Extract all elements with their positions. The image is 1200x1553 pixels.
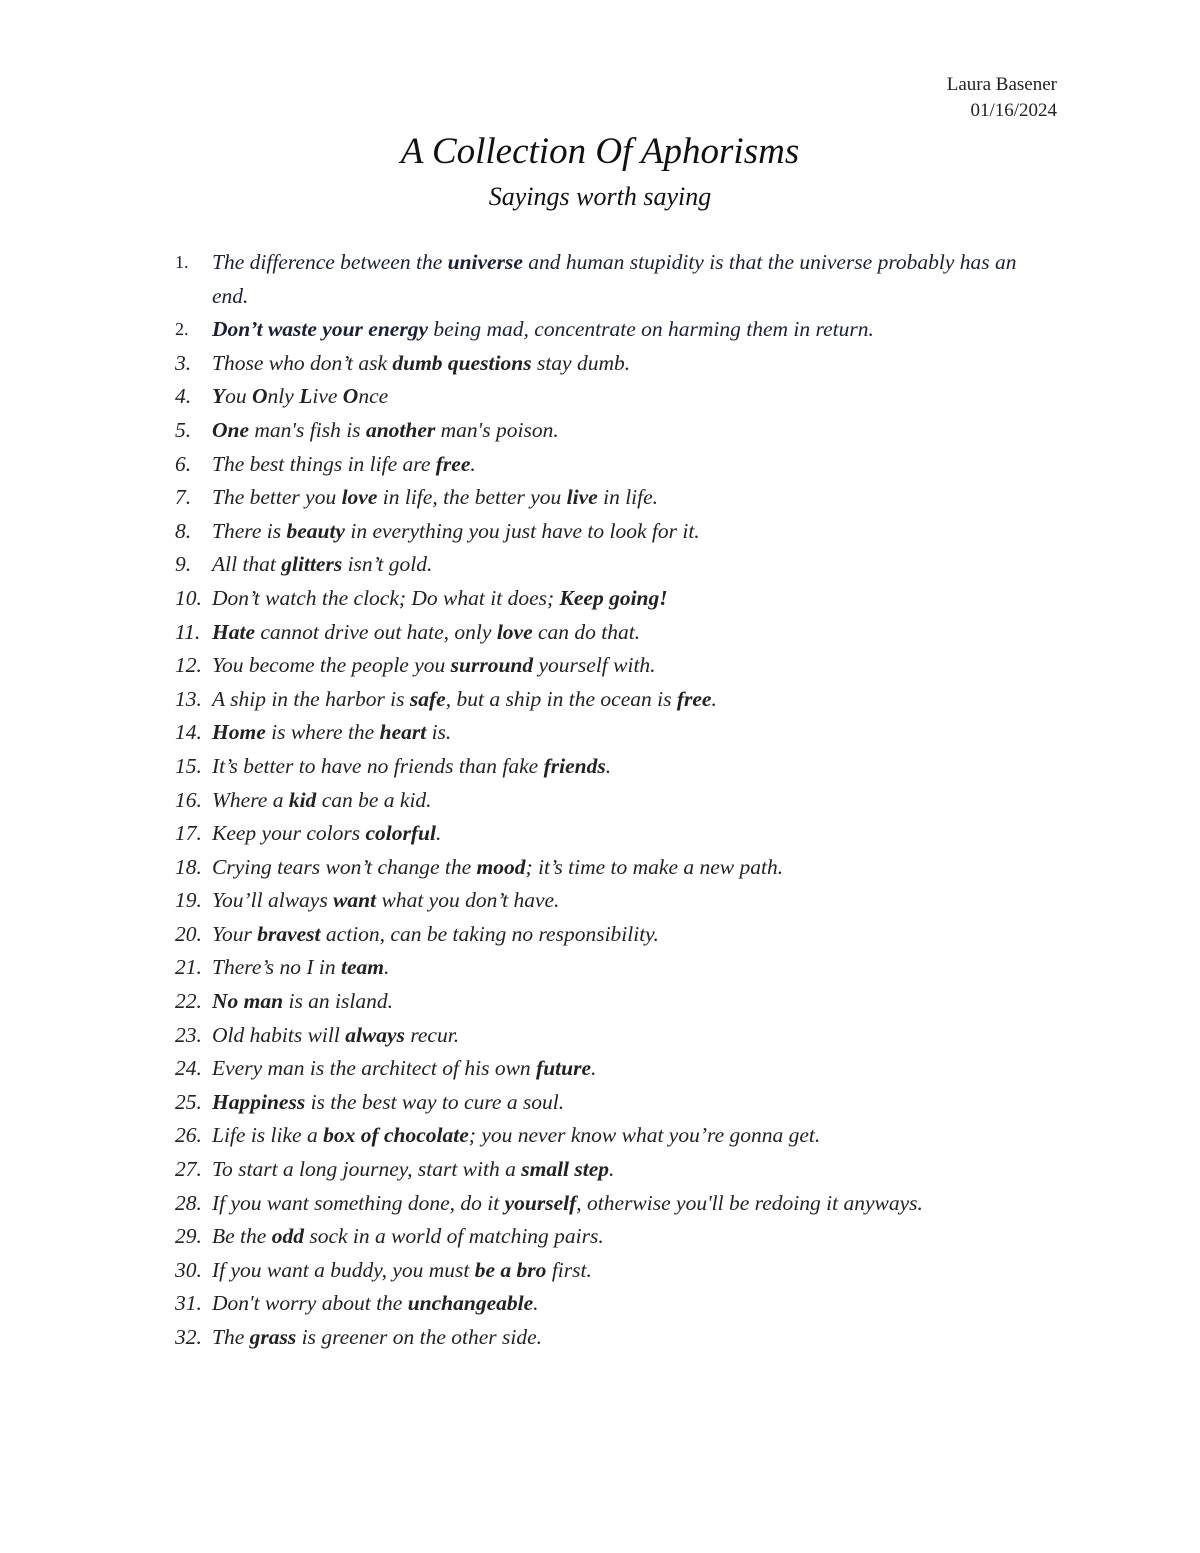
text-segment: ive (312, 384, 343, 409)
emphasized-word: Keep going! (559, 585, 668, 610)
emphasized-word: love (496, 619, 533, 644)
text-segment: You become the people you (212, 653, 451, 678)
aphorism-number: 9. (175, 552, 192, 577)
aphorism-text (212, 720, 451, 744)
text-segment: If you want something done, do it (212, 1190, 505, 1215)
aphorism-text (212, 1090, 564, 1114)
aphorism-item (175, 1119, 1035, 1153)
aphorism-number: 29. (175, 1224, 202, 1249)
text-segment: in life. (597, 485, 659, 510)
emphasized-word: odd (271, 1224, 304, 1249)
aphorism-number: 16. (175, 787, 202, 812)
aphorism-item (175, 1052, 1035, 1086)
document-subtitle: Sayings worth saying (488, 182, 712, 211)
aphorism-item (175, 616, 1035, 650)
aphorism-text (212, 384, 388, 408)
aphorism-item (175, 1287, 1035, 1321)
aphorism-number: 30. (175, 1257, 202, 1282)
text-segment: The best things in life are (212, 451, 436, 476)
emphasized-word: box of chocolate (323, 1123, 469, 1148)
text-segment: sock in a world of matching pairs. (303, 1224, 604, 1249)
aphorism-text (212, 687, 717, 711)
aphorism-item (175, 1019, 1035, 1053)
aphorism-item (175, 1321, 1035, 1355)
text-segment: recur. (404, 1022, 460, 1047)
aphorism-text (212, 821, 441, 845)
text-segment: ; it’s time to make a new path. (525, 854, 784, 879)
text-segment: , but a ship in the ocean is (445, 686, 677, 711)
text-segment: Keep your colors (212, 821, 366, 846)
aphorism-text (212, 754, 611, 778)
text-segment: in everything you just have to look for it. (344, 518, 700, 543)
emphasized-word: heart (379, 720, 427, 745)
text-segment: . (609, 1157, 615, 1182)
text-segment: Where a (212, 787, 289, 812)
text-segment: The difference between the (212, 250, 448, 274)
text-segment: . (711, 686, 717, 711)
emphasized-word: another (365, 417, 436, 442)
aphorism-item (175, 683, 1035, 717)
aphorism-number: 32. (175, 1325, 202, 1349)
text-segment: . (605, 753, 612, 778)
aphorism-text (212, 485, 658, 509)
aphorism-text (212, 586, 668, 610)
text-segment: Those who don’t ask (212, 350, 393, 375)
emphasized-word: unchangeable (407, 1291, 534, 1316)
emphasized-word: Home (212, 720, 266, 745)
aphorism-text (212, 1157, 614, 1181)
text-segment: is an island. (283, 989, 393, 1014)
aphorism-item (175, 716, 1035, 750)
aphorism-item (175, 784, 1035, 818)
aphorism-item (175, 548, 1035, 582)
text-segment: . (384, 955, 390, 980)
aphorism-item (175, 1220, 1035, 1254)
aphorism-text (212, 519, 700, 543)
aphorism-number: 19. (175, 888, 202, 913)
text-segment: Old habits will (212, 1022, 346, 1047)
aphorism-item (175, 1187, 1035, 1221)
aphorism-item (175, 347, 1035, 381)
text-segment: being mad, concentrate on harming them in return. (428, 317, 874, 342)
text-segment: If you want a buddy, you must (212, 1257, 475, 1282)
aphorism-item (175, 380, 1035, 414)
text-segment: nce (358, 384, 389, 409)
emphasized-word: love (341, 485, 378, 510)
text-segment: Don't worry about the (212, 1291, 408, 1316)
emphasized-word: yourself (504, 1190, 577, 1215)
aphorism-text (212, 653, 656, 677)
emphasized-word: universe (447, 250, 523, 274)
text-segment: yourself with. (533, 653, 656, 678)
aphorism-text (212, 317, 874, 341)
aphorism-number: 4. (175, 384, 192, 409)
emphasized-word: be a bro (474, 1257, 547, 1282)
emphasized-word: O (252, 384, 268, 409)
aphorism-text (212, 1258, 592, 1282)
aphorism-text (212, 418, 559, 442)
aphorism-text (212, 1325, 542, 1349)
aphorism-item (175, 1254, 1035, 1288)
emphasized-word: No man (212, 989, 284, 1014)
emphasized-word: grass (249, 1325, 297, 1349)
text-segment: is. (426, 720, 452, 745)
aphorism-number: 25. (175, 1089, 202, 1114)
aphorism-text (212, 1023, 459, 1047)
document-title: A Collection Of Aphorisms (400, 131, 800, 172)
aphorism-number: 17. (175, 821, 202, 846)
aphorism-text (212, 1056, 596, 1080)
aphorism-number: 24. (175, 1056, 202, 1081)
aphorism-item (175, 985, 1035, 1019)
aphorism-number: 2. (175, 319, 189, 340)
emphasized-word: kid (288, 787, 317, 812)
text-segment: Every man is the architect of his own (212, 1056, 537, 1081)
text-segment: is greener on the other side. (296, 1325, 543, 1349)
aphorism-text (212, 250, 1017, 308)
text-segment: Life is like a (212, 1123, 324, 1148)
emphasized-word: dumb questions (392, 350, 532, 375)
aphorism-number: 27. (175, 1157, 202, 1182)
text-segment: isn’t gold. (342, 552, 433, 577)
emphasized-word: Hate (212, 619, 255, 644)
text-segment: The (212, 1325, 250, 1349)
aphorism-item (175, 884, 1035, 918)
text-segment: ou (225, 384, 253, 409)
aphorism-number: 15. (175, 753, 202, 778)
aphorism-number: 10. (175, 585, 202, 610)
aphorism-text (212, 922, 659, 946)
emphasized-word: free (676, 686, 712, 711)
emphasized-word: mood (476, 854, 526, 879)
text-segment: . (435, 821, 442, 846)
aphorism-number: 28. (175, 1190, 202, 1215)
emphasized-word: safe (409, 686, 446, 711)
aphorism-text (212, 855, 783, 879)
text-segment: is the best way to cure a soul. (305, 1089, 565, 1114)
emphasized-word: beauty (286, 518, 345, 543)
aphorism-item (175, 515, 1035, 549)
aphorism-list (175, 246, 1035, 1355)
emphasized-word: free (435, 451, 471, 476)
emphasized-word: live (566, 485, 598, 510)
text-segment: and human stupidity is that the universe probably has an end. (212, 250, 1017, 308)
aphorism-number: 26. (175, 1123, 202, 1148)
text-segment: cannot drive out hate, only (255, 619, 497, 644)
text-segment: ; you never know what you’re gonna get. (468, 1123, 821, 1148)
text-segment: first. (546, 1257, 592, 1282)
aphorism-text (212, 955, 389, 979)
emphasized-word: colorful (365, 821, 436, 846)
aphorism-item (175, 246, 1035, 313)
aphorism-number: 6. (175, 451, 192, 476)
text-segment: man's fish is (249, 417, 366, 442)
document-date: 01/16/2024 (970, 100, 1057, 121)
aphorism-item (175, 414, 1035, 448)
text-segment: stay dumb. (531, 350, 631, 375)
aphorism-item (175, 481, 1035, 515)
aphorism-item (175, 1153, 1035, 1187)
emphasized-word: One (212, 417, 250, 442)
aphorism-text (212, 1191, 923, 1215)
text-segment: in life, the better you (377, 485, 567, 510)
text-segment: man's poison. (435, 417, 559, 442)
emphasized-word: bravest (257, 921, 321, 946)
aphorism-number: 22. (175, 989, 202, 1014)
aphorism-item (175, 750, 1035, 784)
emphasized-word: Don’t waste your energy (212, 317, 428, 342)
author-name: Laura Basener (946, 74, 1057, 95)
aphorism-number: 18. (175, 854, 202, 879)
text-segment: To start a long journey, start with a (212, 1157, 522, 1182)
emphasized-word: Y (212, 384, 226, 409)
aphorism-text (212, 1123, 820, 1147)
text-segment: Your (212, 921, 258, 946)
aphorism-item (175, 851, 1035, 885)
aphorism-text (212, 620, 640, 644)
emphasized-word: future (536, 1056, 592, 1081)
aphorism-number: 3. (175, 350, 192, 375)
aphorism-number: 31. (175, 1291, 202, 1316)
text-segment: There is (212, 518, 287, 543)
aphorism-text (212, 1224, 604, 1248)
aphorism-number: 12. (175, 653, 202, 678)
aphorism-number: 7. (175, 485, 192, 510)
aphorism-number: 8. (175, 518, 192, 543)
text-segment: All that (212, 552, 282, 577)
aphorism-number: 13. (175, 686, 202, 711)
aphorism-item (175, 817, 1035, 851)
aphorism-number: 14. (175, 720, 202, 745)
aphorism-number: 21. (175, 955, 202, 980)
aphorism-text (212, 351, 630, 375)
text-segment: action, can be taking no responsibility. (320, 921, 659, 946)
aphorism-text (212, 1291, 539, 1315)
aphorism-item (175, 649, 1035, 683)
aphorism-text (212, 788, 432, 812)
emphasized-word: glitters (281, 552, 343, 577)
text-segment: . (470, 451, 476, 476)
emphasized-word: friends (543, 753, 606, 778)
emphasized-word: O (342, 384, 359, 409)
text-segment: can be a kid. (316, 787, 432, 812)
text-segment: Crying tears won’t change the (212, 854, 477, 879)
emphasized-word: small step (521, 1157, 610, 1182)
aphorism-number: 5. (175, 417, 192, 442)
aphorism-number: 1. (175, 252, 189, 272)
text-segment: . (591, 1056, 597, 1081)
text-segment: A ship in the harbor is (212, 686, 410, 711)
author-block (947, 72, 1057, 124)
aphorism-item (175, 951, 1035, 985)
aphorism-text (212, 989, 393, 1013)
aphorism-number: 20. (175, 921, 202, 946)
aphorism-item (175, 313, 1035, 347)
text-segment: . (533, 1291, 539, 1316)
aphorism-text (212, 552, 432, 576)
aphorism-number: 23. (175, 1022, 202, 1047)
text-segment: You’ll always (212, 888, 334, 913)
text-segment: is where the (265, 720, 380, 745)
text-segment: can do that. (532, 619, 641, 644)
aphorism-text (212, 452, 476, 476)
emphasized-word: team (341, 955, 384, 980)
emphasized-word: Happiness (212, 1089, 306, 1114)
emphasized-word: surround (450, 653, 534, 678)
text-segment: what you don’t have. (376, 888, 560, 913)
aphorism-text (212, 888, 559, 912)
aphorism-item (175, 582, 1035, 616)
aphorism-item (175, 448, 1035, 482)
aphorism-item (175, 918, 1035, 952)
aphorism-item (175, 1086, 1035, 1120)
emphasized-word: L (299, 384, 313, 409)
text-segment: There’s no I in (212, 955, 341, 980)
text-segment: It’s better to have no friends than fake (212, 753, 544, 778)
text-segment: Don’t watch the clock; Do what it does; (212, 585, 560, 610)
text-segment: The better you (212, 485, 342, 510)
emphasized-word: always (345, 1022, 405, 1047)
text-segment: nly (267, 384, 300, 409)
text-segment: , otherwise you'll be redoing it anyways. (576, 1190, 923, 1215)
emphasized-word: want (333, 888, 377, 913)
text-segment: Be the (212, 1224, 272, 1249)
aphorism-number: 11. (175, 619, 201, 644)
